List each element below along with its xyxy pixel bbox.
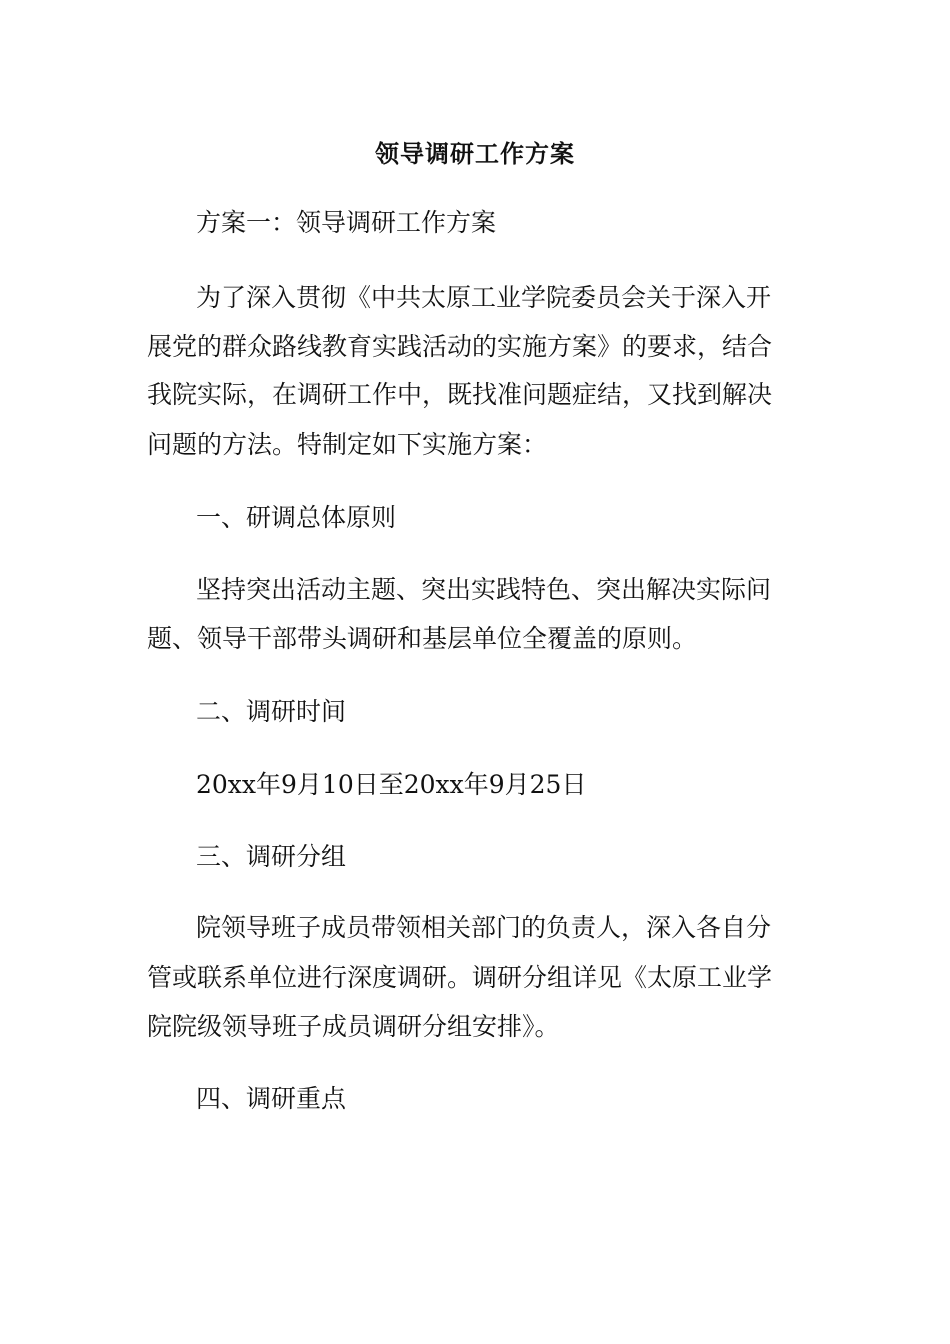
section-1-line-2: 题、领导干部带头调研和基层单位全覆盖的原则。 xyxy=(147,624,698,653)
section-3-line-3: 院院级领导班子成员调研分组安排》。 xyxy=(147,1012,560,1041)
intro-line-2 xyxy=(147,330,827,364)
section-1-line-1: 坚持突出活动主题、突出实践特色、突出解决实际问 xyxy=(196,575,772,604)
plan-subtitle: 方案一：领导调研工作方案 xyxy=(196,208,497,237)
intro-line-4: 问题的方法。特制定如下实施方案： xyxy=(147,430,548,459)
section-2-heading: 二、调研时间 xyxy=(196,697,347,726)
intro-line-1 xyxy=(196,281,836,315)
section-2-date-range: 20xx年9月10日至20xx年9月25日 xyxy=(196,770,587,799)
intro-line-1-text: 为了深入贯彻《中共太原工业学院委员会关于深入开 xyxy=(196,283,772,312)
section-3-heading: 三、调研分组 xyxy=(196,842,347,871)
section-3-line-2: 管或联系单位进行深度调研。调研分组详见《太原工业学 xyxy=(147,963,773,992)
intro-line-2-text: 展党的群众路线教育实践活动的实施方案》的要求，结合 xyxy=(147,332,773,361)
document-title: 领导调研工作方案 xyxy=(375,139,575,168)
intro-line-3 xyxy=(147,378,827,412)
section-3-line-1: 院领导班子成员带领相关部门的负责人，深入各自分 xyxy=(196,913,772,942)
section-1-heading: 一、研调总体原则 xyxy=(196,503,397,532)
section-4-heading: 四、调研重点 xyxy=(196,1084,347,1113)
intro-line-3-text: 我院实际，在调研工作中，既找准问题症结，又找到解决 xyxy=(147,380,773,409)
